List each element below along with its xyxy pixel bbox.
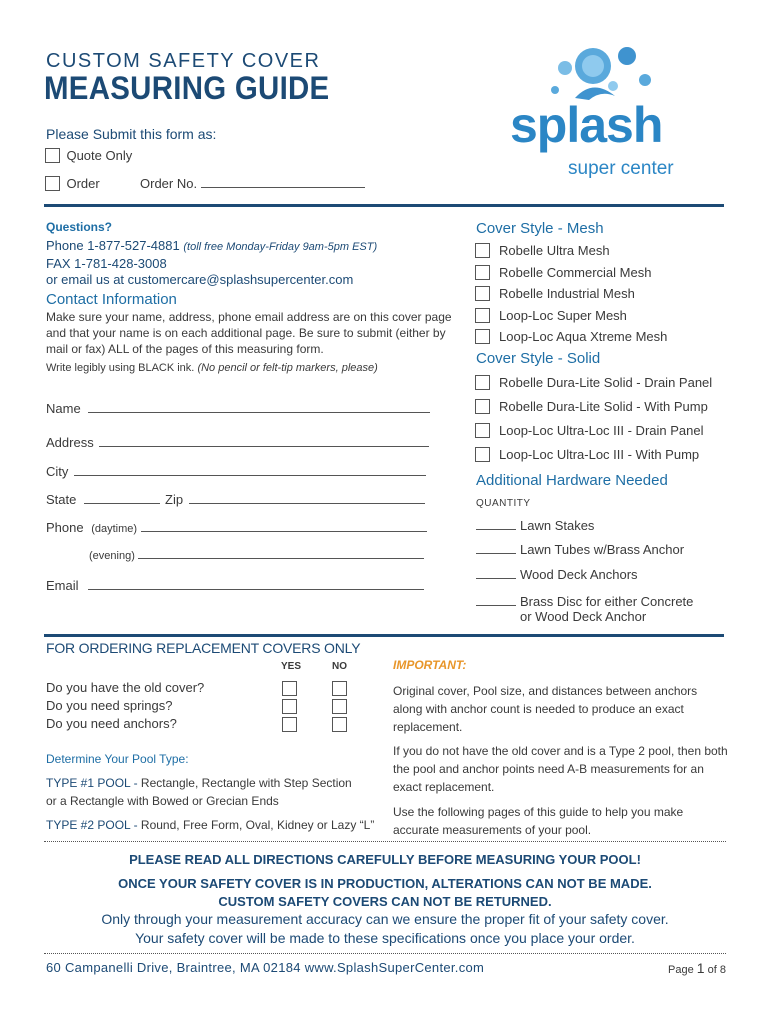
quantity-line[interactable] (476, 578, 516, 579)
solid-option-label: Robelle Dura-Lite Solid - With Pump (499, 399, 708, 415)
quote-only-checkbox[interactable] (45, 148, 60, 163)
quantity-line[interactable] (476, 529, 516, 530)
address-field[interactable] (46, 435, 429, 450)
phone-number: Phone 1-877-527-4881 (46, 238, 180, 253)
state-line[interactable] (84, 503, 160, 504)
solid-option[interactable] (475, 446, 712, 470)
type-1-label: TYPE #1 POOL - (46, 776, 141, 790)
solid-checkbox[interactable] (475, 423, 490, 438)
page-label: Page (668, 964, 694, 976)
mesh-option[interactable] (475, 307, 667, 329)
phone-line (46, 238, 377, 253)
order-number-field[interactable] (140, 176, 365, 191)
notice-specifications: Your safety cover will be made to these specifications once you place your order. (135, 930, 635, 946)
type-2-label: TYPE #2 POOL - (46, 818, 141, 832)
zip-field[interactable] (165, 492, 425, 507)
hardware-heading: Additional Hardware Needed (476, 472, 668, 489)
important-paragraph-2: If you do not have the old cover and is a Type 2 pool, then both the pool and anchor points need A-B measurements for an exact replacement. (393, 744, 728, 794)
address-line[interactable] (99, 446, 429, 447)
hardware-item-label: Lawn Stakes (520, 518, 595, 533)
contact-heading: Contact Information (46, 291, 177, 308)
hardware-item-brass-disc[interactable] (476, 594, 693, 609)
ink-instruction (46, 362, 378, 374)
email-line[interactable] (88, 589, 424, 590)
page-indicator (668, 960, 726, 976)
mesh-checkbox[interactable] (475, 286, 490, 301)
order-checkbox[interactable] (45, 176, 60, 191)
question-springs: Do you need springs? (46, 698, 173, 713)
mesh-checkbox[interactable] (475, 265, 490, 280)
hardware-item-label: Wood Deck Anchors (520, 567, 638, 582)
evening-label: (evening) (89, 550, 135, 562)
solid-option-label: Robelle Dura-Lite Solid - Drain Panel (499, 375, 713, 391)
solid-heading: Cover Style - Solid (476, 350, 601, 367)
submit-label: Please Submit this form as: (46, 126, 217, 142)
quantity-line[interactable] (476, 553, 516, 554)
ink-instruction-note: (No pencil or felt-tip markers, please) (197, 362, 378, 374)
type-1-description: Rectangle, Rectangle with Step Section (140, 776, 352, 790)
mesh-checkbox[interactable] (475, 308, 490, 323)
old-cover-no-checkbox[interactable] (332, 681, 347, 696)
order-number-line[interactable] (201, 187, 365, 188)
notice-no-returns: CUSTOM SAFETY COVERS CAN NOT BE RETURNED. (218, 894, 552, 909)
type-2-pool (46, 818, 374, 832)
mesh-option[interactable] (475, 264, 667, 286)
mesh-option[interactable] (475, 285, 667, 307)
mesh-checkbox[interactable] (475, 329, 490, 344)
footer-divider (44, 953, 726, 954)
question-anchors: Do you need anchors? (46, 716, 177, 731)
logo-wordmark: splash (510, 97, 663, 153)
type-2-description: Round, Free Form, Oval, Kidney or Lazy “L” (140, 818, 375, 832)
hardware-item-lawn-stakes[interactable] (476, 518, 594, 533)
title-line-1: CUSTOM SAFETY COVER (46, 50, 321, 72)
state-label: State (46, 492, 77, 507)
type-1-description-cont: or a Rectangle with Bowed or Grecian Ends (46, 794, 279, 808)
header-divider (44, 204, 724, 207)
phone-daytime-line[interactable] (141, 531, 427, 532)
solid-checkbox[interactable] (475, 447, 490, 462)
quantity-label: QUANTITY (476, 498, 531, 509)
name-line[interactable] (88, 412, 430, 413)
notice-read-directions: PLEASE READ ALL DIRECTIONS CAREFULLY BEFORE MEASURING YOUR POOL! (129, 852, 641, 867)
yes-column-header: YES (281, 661, 302, 672)
order-number-label: Order No. (140, 176, 198, 191)
mesh-option-label: Loop-Loc Super Mesh (499, 307, 627, 323)
anchors-no-checkbox[interactable] (332, 717, 347, 732)
order-option[interactable] (45, 175, 100, 193)
mesh-option[interactable] (475, 328, 667, 350)
solid-checkbox[interactable] (475, 399, 490, 414)
zip-label: Zip (165, 492, 184, 507)
city-field[interactable] (46, 464, 426, 479)
replacement-heading: FOR ORDERING REPLACEMENT COVERS ONLY (46, 640, 361, 656)
phone-label: Phone (46, 520, 84, 535)
phone-daytime-field[interactable] (46, 520, 427, 535)
solid-list (475, 374, 712, 470)
email-field[interactable] (46, 578, 424, 593)
phone-evening-field[interactable] (89, 550, 424, 562)
phone-hours: (toll free Monday-Friday 9am-5pm EST) (183, 241, 378, 253)
phone-evening-line[interactable] (138, 558, 424, 559)
order-label: Order (66, 176, 100, 192)
name-label: Name (46, 401, 81, 416)
solid-option[interactable] (475, 374, 712, 398)
city-label: City (46, 464, 69, 479)
fax-number: FAX 1-781-428-3008 (46, 256, 167, 271)
mid-divider (44, 634, 724, 637)
important-heading: IMPORTANT: (393, 658, 467, 672)
mesh-heading: Cover Style - Mesh (476, 220, 604, 237)
important-paragraph-1: Original cover, Pool size, and distances between anchors along with anchor count is needed to produce an exact replacement. (393, 684, 698, 734)
footer-address: 60 Campanelli Drive, Braintree, MA 02184 www.SplashSuperCenter.com (46, 960, 485, 975)
page-title: MEASURING GUIDE (44, 70, 330, 106)
springs-no-checkbox[interactable] (332, 699, 347, 714)
notice-accuracy: Only through your measurement accuracy can we ensure the proper fit of your safety cover. (101, 911, 669, 927)
email-contact: or email us at customercare@splashsupercenter.com (46, 272, 354, 287)
question-old-cover: Do you have the old cover? (46, 680, 205, 695)
solid-checkbox[interactable] (475, 375, 490, 390)
mesh-option-label: Loop-Loc Aqua Xtreme Mesh (499, 329, 668, 345)
contact-instructions: Make sure your name, address, phone email address are on this cover page and that your name is on each additional page. Be sure to submit (either by mail or fax) ALL of the pages of this measuring form. (46, 310, 452, 356)
notice-divider (44, 841, 726, 842)
old-cover-yes-checkbox[interactable] (282, 681, 297, 696)
state-field[interactable] (46, 492, 160, 507)
email-label: Email (46, 578, 79, 593)
quote-only-option[interactable] (45, 147, 132, 165)
solid-option[interactable] (475, 422, 712, 446)
hardware-item-brass-disc-cont: or Wood Deck Anchor (520, 609, 647, 624)
ink-instruction-text: Write legibly using BLACK ink. (46, 362, 195, 374)
questions-heading: Questions? (46, 220, 113, 234)
mesh-list (475, 242, 667, 350)
zip-line[interactable] (189, 503, 425, 504)
solid-option[interactable] (475, 398, 712, 422)
logo-subtext: super center (568, 158, 674, 179)
hardware-item-lawn-tubes[interactable] (476, 542, 684, 557)
important-paragraph-3: Use the following pages of this guide to help you make accurate measurements of your pool. (393, 805, 684, 837)
springs-yes-checkbox[interactable] (282, 699, 297, 714)
solid-option-label: Loop-Loc Ultra-Loc III - With Pump (499, 447, 700, 463)
name-field[interactable] (46, 401, 430, 416)
mesh-checkbox[interactable] (475, 243, 490, 258)
quantity-line[interactable] (476, 605, 516, 606)
solid-option-label: Loop-Loc Ultra-Loc III - Drain Panel (499, 423, 704, 439)
hardware-item-label: Brass Disc for either Concrete (520, 594, 694, 609)
mesh-option-label: Robelle Ultra Mesh (499, 243, 610, 259)
page-number: 1 (696, 960, 705, 976)
mesh-option-label: Robelle Commercial Mesh (499, 264, 652, 280)
hardware-item-label: Lawn Tubes w/Brass Anchor (520, 542, 685, 557)
city-line[interactable] (74, 475, 426, 476)
hardware-item-wood-deck[interactable] (476, 567, 638, 582)
anchors-yes-checkbox[interactable] (282, 717, 297, 732)
quote-only-label: Quote Only (66, 148, 133, 164)
pool-type-heading: Determine Your Pool Type: (46, 752, 189, 766)
type-1-pool (46, 776, 352, 790)
mesh-option[interactable] (475, 242, 667, 264)
page-total: of 8 (707, 964, 726, 976)
mesh-option-label: Robelle Industrial Mesh (499, 286, 635, 302)
no-column-header: NO (332, 661, 347, 672)
daytime-label: (daytime) (91, 523, 138, 535)
notice-no-alterations: ONCE YOUR SAFETY COVER IS IN PRODUCTION, ALTERATIONS CAN NOT BE MADE. (118, 876, 652, 891)
address-label: Address (46, 435, 94, 450)
